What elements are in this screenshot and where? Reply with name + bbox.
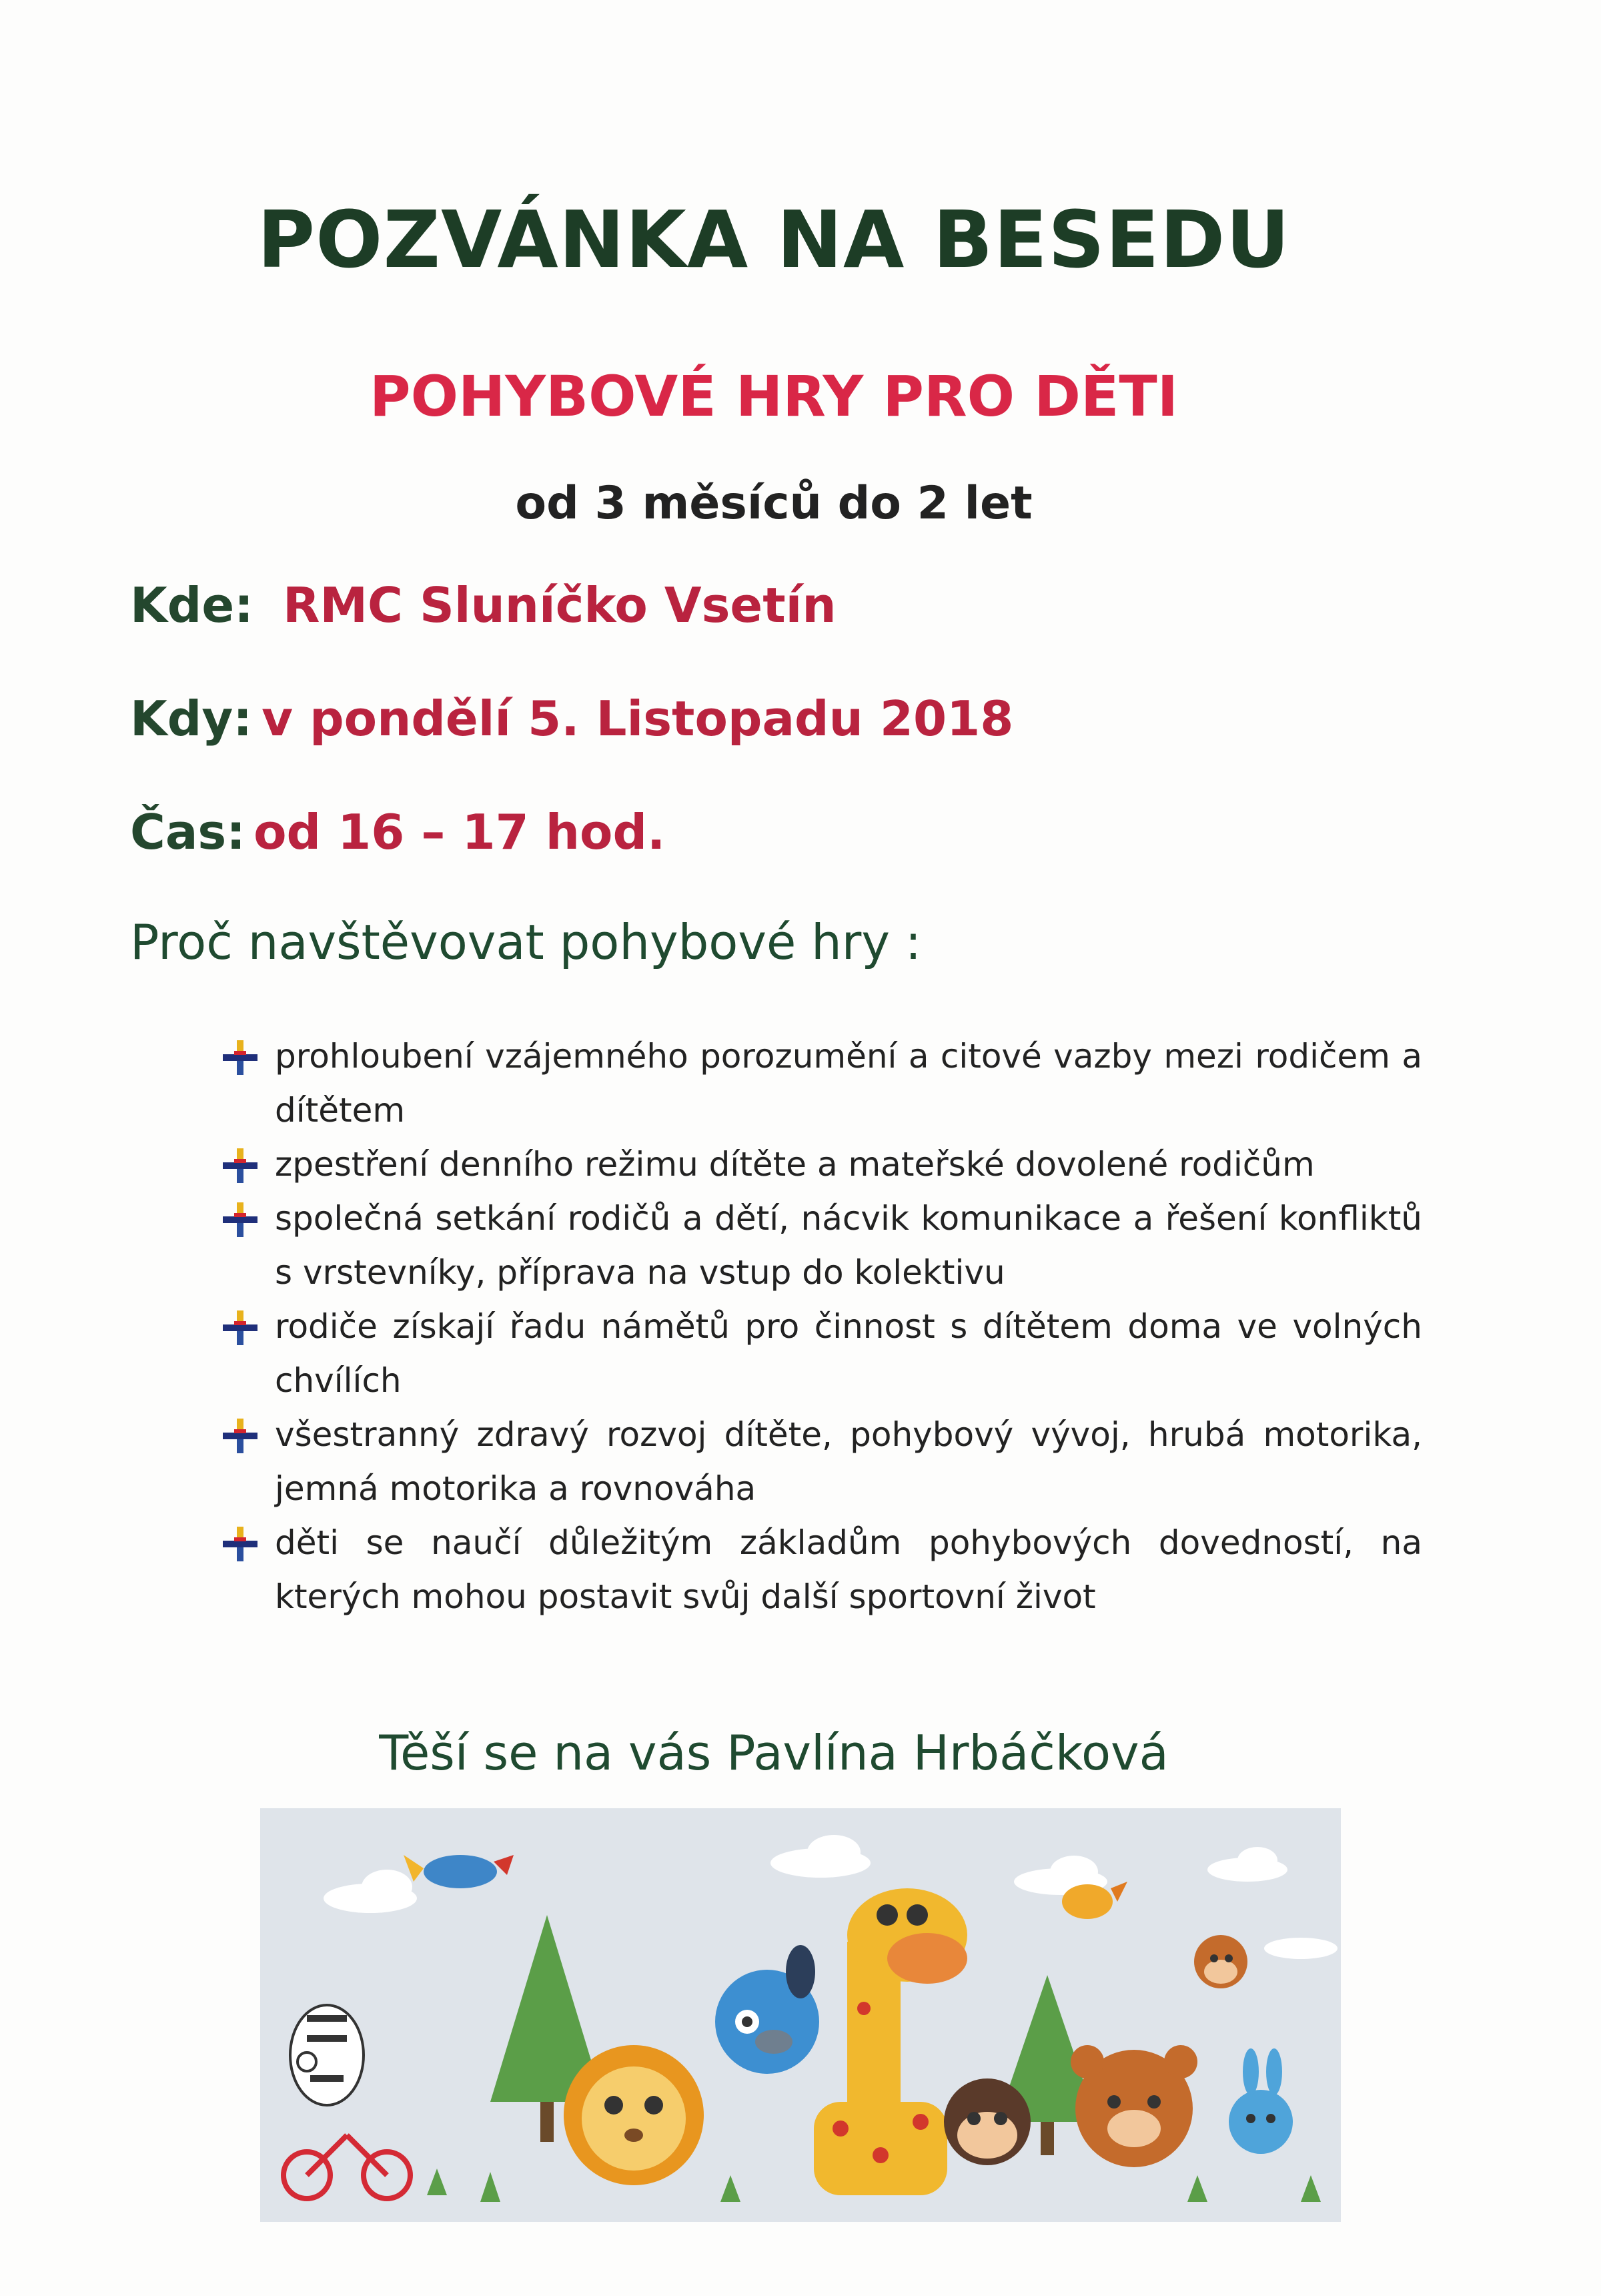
colored-cross-bullet-icon — [221, 1525, 259, 1563]
time-row — [130, 804, 665, 860]
invitation-title: POZVÁNKA NA BESEDU — [257, 194, 1291, 286]
reasons-list — [275, 1030, 1422, 1624]
reason-text: všestranný zdravý rozvoj dítěte, pohybový vývoj, hrubá motorika, jemná motorika a rovnováha — [275, 1415, 1422, 1508]
reason-text: prohloubení vzájemného porozumění a citové vazby mezi rodičem a dítětem — [275, 1037, 1422, 1130]
location-value: RMC Sluníčko Vsetín — [282, 577, 837, 633]
list-item — [275, 1030, 1422, 1138]
list-item — [275, 1300, 1422, 1408]
list-item — [275, 1516, 1422, 1624]
location-label: Kde: — [130, 577, 253, 633]
reasons-heading: Proč navštěvovat pohybové hry : — [130, 914, 922, 970]
reason-text: společná setkání rodičů a dětí, nácvik komunikace a řešení konfliktů s vrstevníky, příprava na vstup do kolektivu — [275, 1199, 1422, 1292]
colored-cross-bullet-icon — [221, 1309, 259, 1347]
reason-text: rodiče získají řadu námětů pro činnost s dítětem doma ve volných chvílích — [275, 1307, 1422, 1400]
date-label: Kdy: — [130, 691, 253, 747]
colored-cross-bullet-icon — [221, 1417, 259, 1455]
reason-text: zpestření denního režimu dítěte a mateřské dovolené rodičům — [275, 1145, 1315, 1184]
zebra-icon — [290, 2005, 364, 2105]
list-item — [275, 1408, 1422, 1516]
event-subtitle: POHYBOVÉ HRY PRO DĚTI — [370, 364, 1178, 429]
lion-icon — [564, 2045, 704, 2185]
list-item — [275, 1138, 1422, 1192]
monkey-icon — [944, 2078, 1031, 2165]
list-item — [275, 1192, 1422, 1300]
age-range: od 3 měsíců do 2 let — [515, 477, 1033, 530]
colored-cross-bullet-icon — [221, 1201, 259, 1238]
date-row — [130, 691, 1013, 747]
reason-text: děti se naučí důležitým základům pohybových dovedností, na kterých mohou postavit svůj další sportovní život — [275, 1523, 1422, 1616]
animals-illustration — [260, 1808, 1341, 2222]
time-label: Čas: — [130, 804, 246, 860]
location-row — [130, 577, 837, 633]
time-value: od 16 – 17 hod. — [253, 804, 666, 860]
monkey-icon — [1194, 1935, 1247, 1988]
closing-signature: Těší se na vás Pavlína Hrbáčková — [379, 1725, 1169, 1781]
date-value: v pondělí 5. Listopadu 2018 — [261, 691, 1014, 747]
colored-cross-bullet-icon — [221, 1147, 259, 1184]
colored-cross-bullet-icon — [221, 1039, 259, 1076]
